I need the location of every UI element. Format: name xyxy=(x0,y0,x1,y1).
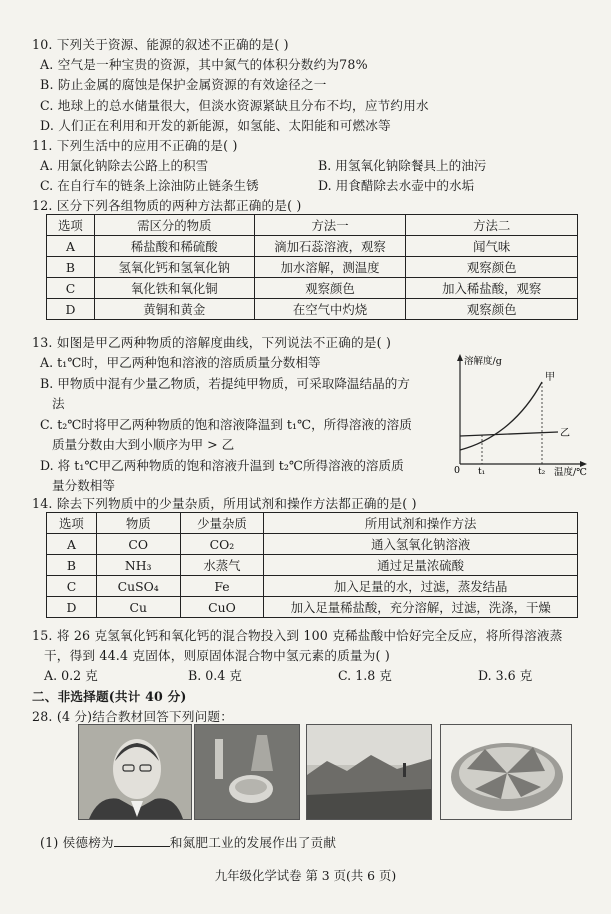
q13-stem: 13. 如图是甲乙两种物质的溶解度曲线，下列说法不正确的是( ) xyxy=(32,335,392,350)
header-cell: 所用试剂和操作方法 xyxy=(264,513,578,534)
q28-sub1-suffix: 和氮肥工业的发展作出了贡献 xyxy=(169,835,337,850)
table-cell: 稀盐酸和稀硫酸 xyxy=(94,236,254,257)
table-row xyxy=(47,299,578,320)
table-cell: C xyxy=(47,278,95,299)
table-row xyxy=(47,236,578,257)
table-row xyxy=(47,597,578,618)
header-cell: 需区分的物质 xyxy=(94,215,254,236)
tick-label-t1: t₁ xyxy=(478,467,486,476)
table-cell: 黄铜和黄金 xyxy=(94,299,254,320)
q15-option-a: A. 0.2 克 xyxy=(44,668,98,683)
q11-option-a: A. 用氯化钠除去公路上的积雪 xyxy=(40,158,209,173)
series-jia-curve xyxy=(460,382,542,450)
table-cell: NH₃ xyxy=(96,555,180,576)
q13-option-d-cont: 量分数相等 xyxy=(52,478,115,493)
table-row xyxy=(47,534,578,555)
table-cell: CuSO₄ xyxy=(96,576,180,597)
q28-sub-question-1 xyxy=(40,832,336,851)
table-cell: B xyxy=(47,257,95,278)
table-cell: CO xyxy=(96,534,180,555)
header-cell: 物质 xyxy=(96,513,180,534)
table-cell: 观察颜色 xyxy=(254,278,406,299)
y-axis-arrow xyxy=(457,354,463,361)
table-row xyxy=(47,576,578,597)
q14-table xyxy=(46,512,578,618)
table-cell: A xyxy=(47,236,95,257)
q28-sub1-prefix: (1) 侯德榜为 xyxy=(40,835,114,850)
table-cell: 观察颜色 xyxy=(406,299,578,320)
table-row xyxy=(47,555,578,576)
q11-option-d: D. 用食醋除去水壶中的水垢 xyxy=(318,178,475,193)
table-cell: 通过足量浓硫酸 xyxy=(264,555,578,576)
table-cell: B xyxy=(47,555,97,576)
series-label-jia: 甲 xyxy=(545,372,555,383)
q11-option-c: C. 在自行车的链条上涂油防止链条生锈 xyxy=(40,178,259,193)
y-axis-label: 溶解度/g xyxy=(464,356,502,367)
q10-option-d: D. 人们正在利用和开发的新能源，如氢能、太阳能和可燃冰等 xyxy=(40,118,391,133)
header-cell: 选项 xyxy=(47,513,97,534)
answer-blank[interactable] xyxy=(114,834,170,847)
table-cell: CO₂ xyxy=(180,534,264,555)
table-cell: D xyxy=(47,597,97,618)
q15-option-c: C. 1.8 克 xyxy=(338,668,392,683)
table-cell: 滴加石蕊溶液，观察 xyxy=(254,236,406,257)
table-cell: 在空气中灼烧 xyxy=(254,299,406,320)
table-cell: 闻气味 xyxy=(406,236,578,257)
table-cell: 氧化铁和氧化铜 xyxy=(94,278,254,299)
table-cell: C xyxy=(47,576,97,597)
q13-option-b-cont: 法 xyxy=(52,396,65,411)
q10-option-a: A. 空气是一种宝贵的资源，其中氮气的体积分数约为78% xyxy=(40,57,368,72)
table-cell: 观察颜色 xyxy=(406,257,578,278)
portrait-face xyxy=(113,739,161,799)
table-cell: 加水溶解，测温度 xyxy=(254,257,406,278)
q12-stem: 12. 区分下列各组物质的两种方法都正确的是( ) xyxy=(32,198,302,213)
series-label-yi: 乙 xyxy=(560,428,570,439)
table-row xyxy=(47,257,578,278)
rock-sample-photo xyxy=(440,724,572,820)
page-footer: 九年级化学试卷 第 3 页(共 6 页) xyxy=(214,868,397,883)
lab-experiment-photo xyxy=(194,724,300,820)
q15-option-d: D. 3.6 克 xyxy=(478,668,533,683)
q28-stem: 28. (4 分)结合教材回答下列问题： xyxy=(32,709,233,724)
q14-stem: 14. 除去下列物质中的少量杂质，所用试剂和操作方法都正确的是( ) xyxy=(32,496,417,511)
table-cell: 通入氢氧化钠溶液 xyxy=(264,534,578,555)
q15-option-b: B. 0.4 克 xyxy=(188,668,242,683)
section-heading: 二、非选择题(共计 40 分) xyxy=(32,689,187,704)
header-cell: 选项 xyxy=(47,215,95,236)
table-cell: 加入稀盐酸，观察 xyxy=(406,278,578,299)
table-cell: D xyxy=(47,299,95,320)
q13-option-c-cont: 质量分数由大到小顺序为甲 > 乙 xyxy=(52,437,235,452)
solubility-curve-chart xyxy=(450,352,590,476)
q10-option-b: B. 防止金属的腐蚀是保护金属资源的有效途径之一 xyxy=(40,77,327,92)
q15-stem-line-2: 干，得到 44.4 克固体，则原固体混合物中氢元素的质量为( ) xyxy=(44,648,390,663)
x-axis-label: 温度/℃ xyxy=(554,467,587,476)
q11-option-b: B. 用氢氧化钠除餐具上的油污 xyxy=(318,158,487,173)
origin-label: 0 xyxy=(454,465,461,476)
table-header-row xyxy=(47,215,578,236)
table-cell: 加入足量稀盐酸，充分溶解，过滤，洗涤，干燥 xyxy=(264,597,578,618)
q10-option-c: C. 地球上的总水储量很大，但淡水资源紧缺且分布不均，应节约用水 xyxy=(40,98,429,113)
q11-stem: 11. 下列生活中的应用不正确的是( ) xyxy=(32,138,238,153)
table-cell: 加入足量的水，过滤，蒸发结晶 xyxy=(264,576,578,597)
q12-table xyxy=(46,214,578,320)
table-cell: 氢氧化钙和氢氧化钠 xyxy=(94,257,254,278)
q13-option-c: C. t₂℃时将甲乙两种物质的饱和溶液降温到 t₁℃，所得溶液的溶质 xyxy=(40,417,412,432)
q13-option-d: D. 将 t₁℃甲乙两种物质的饱和溶液升温到 t₂℃所得溶液的溶质质 xyxy=(40,458,404,473)
q13-option-a: A. t₁℃时，甲乙两种饱和溶液的溶质质量分数相等 xyxy=(40,355,321,370)
header-cell: 少量杂质 xyxy=(180,513,264,534)
header-cell: 方法一 xyxy=(254,215,406,236)
q13-option-b: B. 甲物质中混有少量乙物质，若提纯甲物质，可采取降温结晶的方 xyxy=(40,376,410,391)
table-cell: A xyxy=(47,534,97,555)
landscape-photo xyxy=(306,724,432,820)
q15-stem-line-1: 15. 将 26 克氢氧化钙和氧化钙的混合物投入到 100 克稀盐酸中恰好完全反应，将所得溶液蒸 xyxy=(32,628,563,643)
header-cell: 方法二 xyxy=(406,215,578,236)
tick-label-t2: t₂ xyxy=(538,467,546,476)
series-yi-line xyxy=(460,432,558,436)
table-cell: Fe xyxy=(180,576,264,597)
table-cell: Cu xyxy=(96,597,180,618)
table-cell: CuO xyxy=(180,597,264,618)
table-row xyxy=(47,278,578,299)
table-cell: 水蒸气 xyxy=(180,555,264,576)
table-header-row xyxy=(47,513,578,534)
q10-stem: 10. 下列关于资源、能源的叙述不正确的是( ) xyxy=(32,37,289,52)
portrait-photo xyxy=(78,724,192,820)
